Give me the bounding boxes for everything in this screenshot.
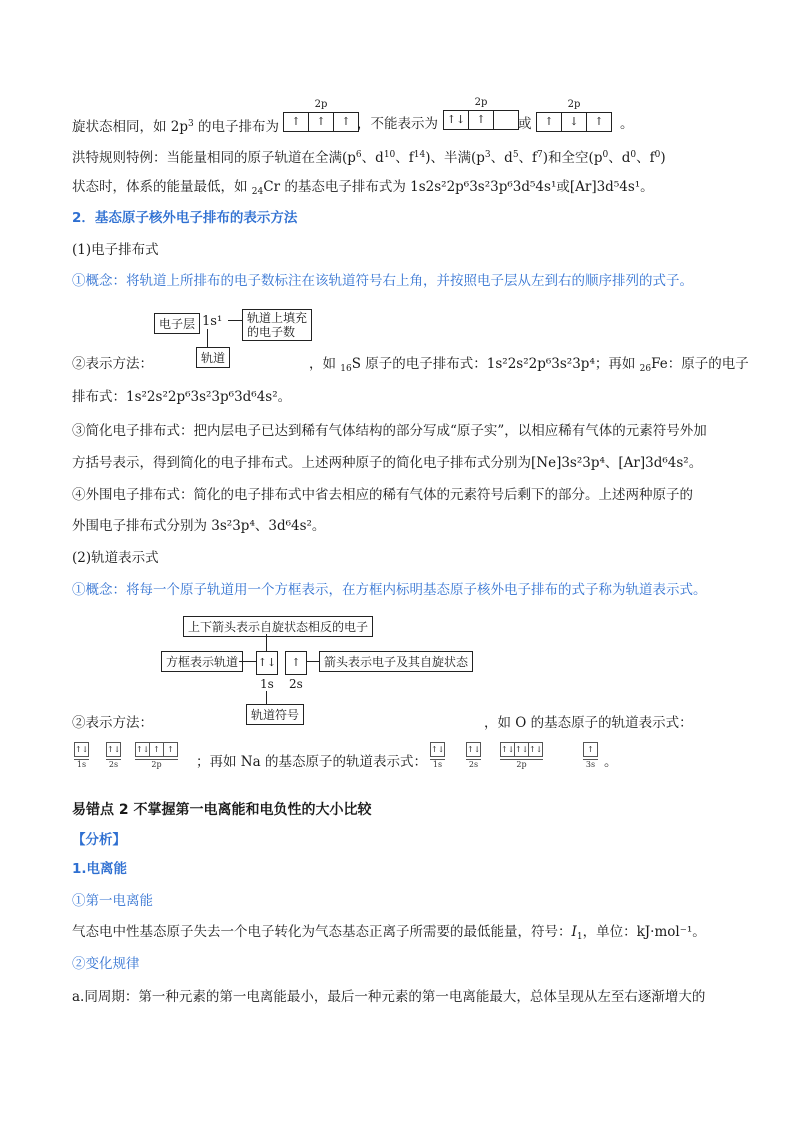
analysis-label: 【分析】 bbox=[72, 832, 126, 848]
text: 。 bbox=[620, 116, 634, 132]
section-heading-2: 2．基态原子核外电子排布的表示方法 bbox=[72, 210, 298, 226]
orbital-caption: 3s bbox=[583, 759, 598, 769]
subscript: 1 bbox=[576, 932, 583, 942]
text: Cr 的基态电子排布式为 1s bbox=[263, 179, 426, 195]
text-method-1c: 排布式：1s²2s²2p⁶3s²3p⁶3d⁶4s²。 bbox=[72, 389, 292, 405]
orbital-label: 2p bbox=[567, 99, 581, 110]
text-outer-2: 外围电子排布式分别为 3s²3p⁴、3d⁶4s²。 bbox=[72, 518, 326, 534]
connector-line bbox=[266, 634, 267, 651]
text-method-2b: ，如 O 的基态原子的轨道表示式： bbox=[484, 715, 693, 731]
orbital-caption: 2s bbox=[106, 759, 121, 769]
orbital-Na-2p: ↑↓ ↑↓ ↑↓ 2p bbox=[500, 742, 543, 769]
orbital-caption: 2p bbox=[135, 759, 178, 769]
superscript: 6 bbox=[355, 150, 362, 160]
orbital-Na-3s: ↑ 3s bbox=[583, 742, 598, 769]
text-method-1b bbox=[309, 354, 749, 379]
superscript: 7 bbox=[537, 150, 543, 160]
subscript: 26 bbox=[639, 364, 652, 374]
text-method-2a: ②表示方法： bbox=[72, 715, 153, 731]
orbital-1s-box: ↑↓ bbox=[256, 651, 278, 675]
text: S 原子的电子排布式：1s²2s²2p⁶3s²3p⁴；再如 bbox=[351, 356, 640, 372]
text-or bbox=[518, 114, 532, 134]
orbital-Na-2s: ↑↓ 2s bbox=[466, 742, 481, 769]
text: 和全空(p bbox=[548, 150, 603, 166]
orbital-Na-1s: ↑↓ 1s bbox=[430, 742, 445, 769]
orbital-caption: 1s bbox=[430, 759, 445, 769]
orbital-O-1s: ↑↓ 1s bbox=[74, 742, 89, 769]
subsection-1: (1)电子排布式 bbox=[72, 242, 159, 258]
label-opposite-spin: 上下箭头表示自旋状态相反的电子 bbox=[183, 616, 373, 637]
label-orbital-symbol: 轨道符号 bbox=[246, 704, 304, 725]
label-electron-layer: 电子层 bbox=[154, 313, 200, 334]
text-period bbox=[620, 114, 634, 134]
label-2s: 2s bbox=[289, 677, 303, 691]
text-line-1b bbox=[357, 114, 438, 134]
label-orbital: 轨道 bbox=[196, 347, 230, 368]
text-method-2c: ；再如 Na 的基态原子的轨道表示式： bbox=[196, 754, 427, 770]
concept-2: ①概念：将每一个原子轨道用一个方框表示，在方框内标明基态原子核外电子排布的式子称为轨道表示式。 bbox=[72, 582, 707, 598]
superscript: 5 bbox=[512, 150, 519, 160]
text-line-1 bbox=[72, 114, 279, 137]
orbital-caption: 2s bbox=[466, 759, 481, 769]
ionization-heading: 1.电离能 bbox=[72, 861, 128, 877]
text: Fe：原子的电子 bbox=[651, 356, 749, 372]
text: 状态时，体系的能量最低，如 bbox=[72, 179, 252, 195]
superscript: 0 bbox=[654, 150, 661, 160]
orbital-label: 2p bbox=[474, 97, 488, 108]
label-fill-count bbox=[242, 309, 312, 341]
text: ②表示方法： bbox=[72, 356, 153, 372]
text: ，不能表示为 bbox=[357, 116, 438, 132]
subsection-2: (2)轨道表示式 bbox=[72, 550, 159, 566]
superscript: 0 bbox=[630, 150, 637, 160]
text-outer-1: ④外围电子排布式：简化的电子排布式中省去相应的稀有气体的元素符号后剩下的部分。上述两种原子的 bbox=[72, 487, 693, 503]
connector-line bbox=[228, 320, 242, 321]
center-1s: 1s¹ bbox=[202, 314, 223, 329]
variation-rule-text: a.同周期：第一种元素的第一电离能最小，最后一种元素的第一电离能最大，总体呈现从左至右逐渐增大的 bbox=[72, 989, 706, 1005]
superscript: 0 bbox=[602, 150, 609, 160]
text: 洪特规则特例：当能量相同的原子轨道在全满(p bbox=[72, 150, 356, 166]
superscript: 3 bbox=[484, 150, 491, 160]
ionization-definition bbox=[72, 922, 706, 947]
concept-1: ①概念：将轨道上所排布的电子数标注在该轨道符号右上角，并按照电子层从左到右的顺序排列的式子。 bbox=[72, 273, 693, 289]
text-simplified-2: 方括号表示，得到简化的电子排布式。上述两种原子的简化电子排布式分别为[Ne]3s²3p⁴、[Ar]3d⁶4s²。 bbox=[72, 455, 703, 471]
subscript: 24 bbox=[251, 187, 264, 197]
orbital-caption: 1s bbox=[74, 759, 89, 769]
subscript: 16 bbox=[340, 364, 352, 374]
connector-line bbox=[306, 661, 319, 662]
variation-rule-label: ②变化规律 bbox=[72, 956, 140, 972]
orbital-diagram-2p-wrong-2: 2p ↑ ↓ ↑ bbox=[536, 112, 612, 132]
text: 或 bbox=[518, 116, 532, 132]
label-arrow-meaning: 箭头表示电子及其自旋状态 bbox=[319, 651, 473, 672]
orbital-diagram-2p-wrong-1: 2p ↑↓ ↑ bbox=[443, 110, 519, 130]
text-line-3 bbox=[72, 177, 654, 202]
superscript: 10 bbox=[383, 150, 396, 160]
text: 的电子排布为 bbox=[193, 119, 280, 135]
text: 气态电中性基态原子失去一个电子转化为气态基态正离子所需要的最低能量，符号： bbox=[72, 924, 572, 940]
text-period-2: 。 bbox=[604, 754, 618, 770]
connector-line bbox=[207, 329, 208, 347]
text-line-2: 洪特规则特例：当能量相同的原子轨道在全满($p^6$、$d^{10}$、$f^{14}$)、半满($p^3$、$d^5$、$f^7$)和全空($p^0$、$d^0$、$f^0$) bbox=[72, 150, 666, 166]
text: 、半满(p bbox=[430, 150, 485, 166]
orbital-O-2s: ↑↓ 2s bbox=[106, 742, 121, 769]
text: 轨道上填充 bbox=[247, 311, 308, 325]
text: ，单位：kJ·mol⁻¹。 bbox=[582, 924, 706, 940]
text-simplified-1: ③简化电子排布式：把内层电子已达到稀有气体结构的部分写成“原子实”，以相应稀有气体的元素符号外加 bbox=[72, 423, 707, 439]
first-ionization-label: ①第一电离能 bbox=[72, 893, 153, 909]
text-method-1a bbox=[72, 354, 153, 374]
orbital-2s-box: ↑ bbox=[285, 651, 307, 675]
text: 旋状态相同，如 2p bbox=[72, 119, 189, 135]
error-point-heading: 易错点 2 不掌握第一电离能和电负性的大小比较 bbox=[72, 802, 372, 818]
label-1s: 1s bbox=[260, 677, 274, 691]
superscript: 14 bbox=[413, 150, 426, 160]
connector-line bbox=[266, 691, 267, 704]
text: 的电子数 bbox=[247, 325, 296, 339]
orbital-label: 2p bbox=[314, 99, 328, 110]
label-box-orbital: 方框表示轨道 bbox=[161, 651, 243, 672]
connector-line bbox=[239, 661, 256, 662]
superscript: 3 bbox=[188, 119, 194, 129]
orbital-caption: 2p bbox=[500, 759, 543, 769]
text: 2s²2p⁶3s²3p⁶3d⁵4s¹或[Ar]3d⁵4s¹。 bbox=[425, 179, 654, 195]
orbital-O-2p: ↑↓ ↑ ↑ 2p bbox=[135, 742, 178, 769]
text: ，如 bbox=[309, 356, 341, 372]
orbital-diagram-2p-correct: 2p ↑ ↑ ↑ bbox=[283, 112, 359, 132]
symbol: I bbox=[571, 924, 577, 940]
